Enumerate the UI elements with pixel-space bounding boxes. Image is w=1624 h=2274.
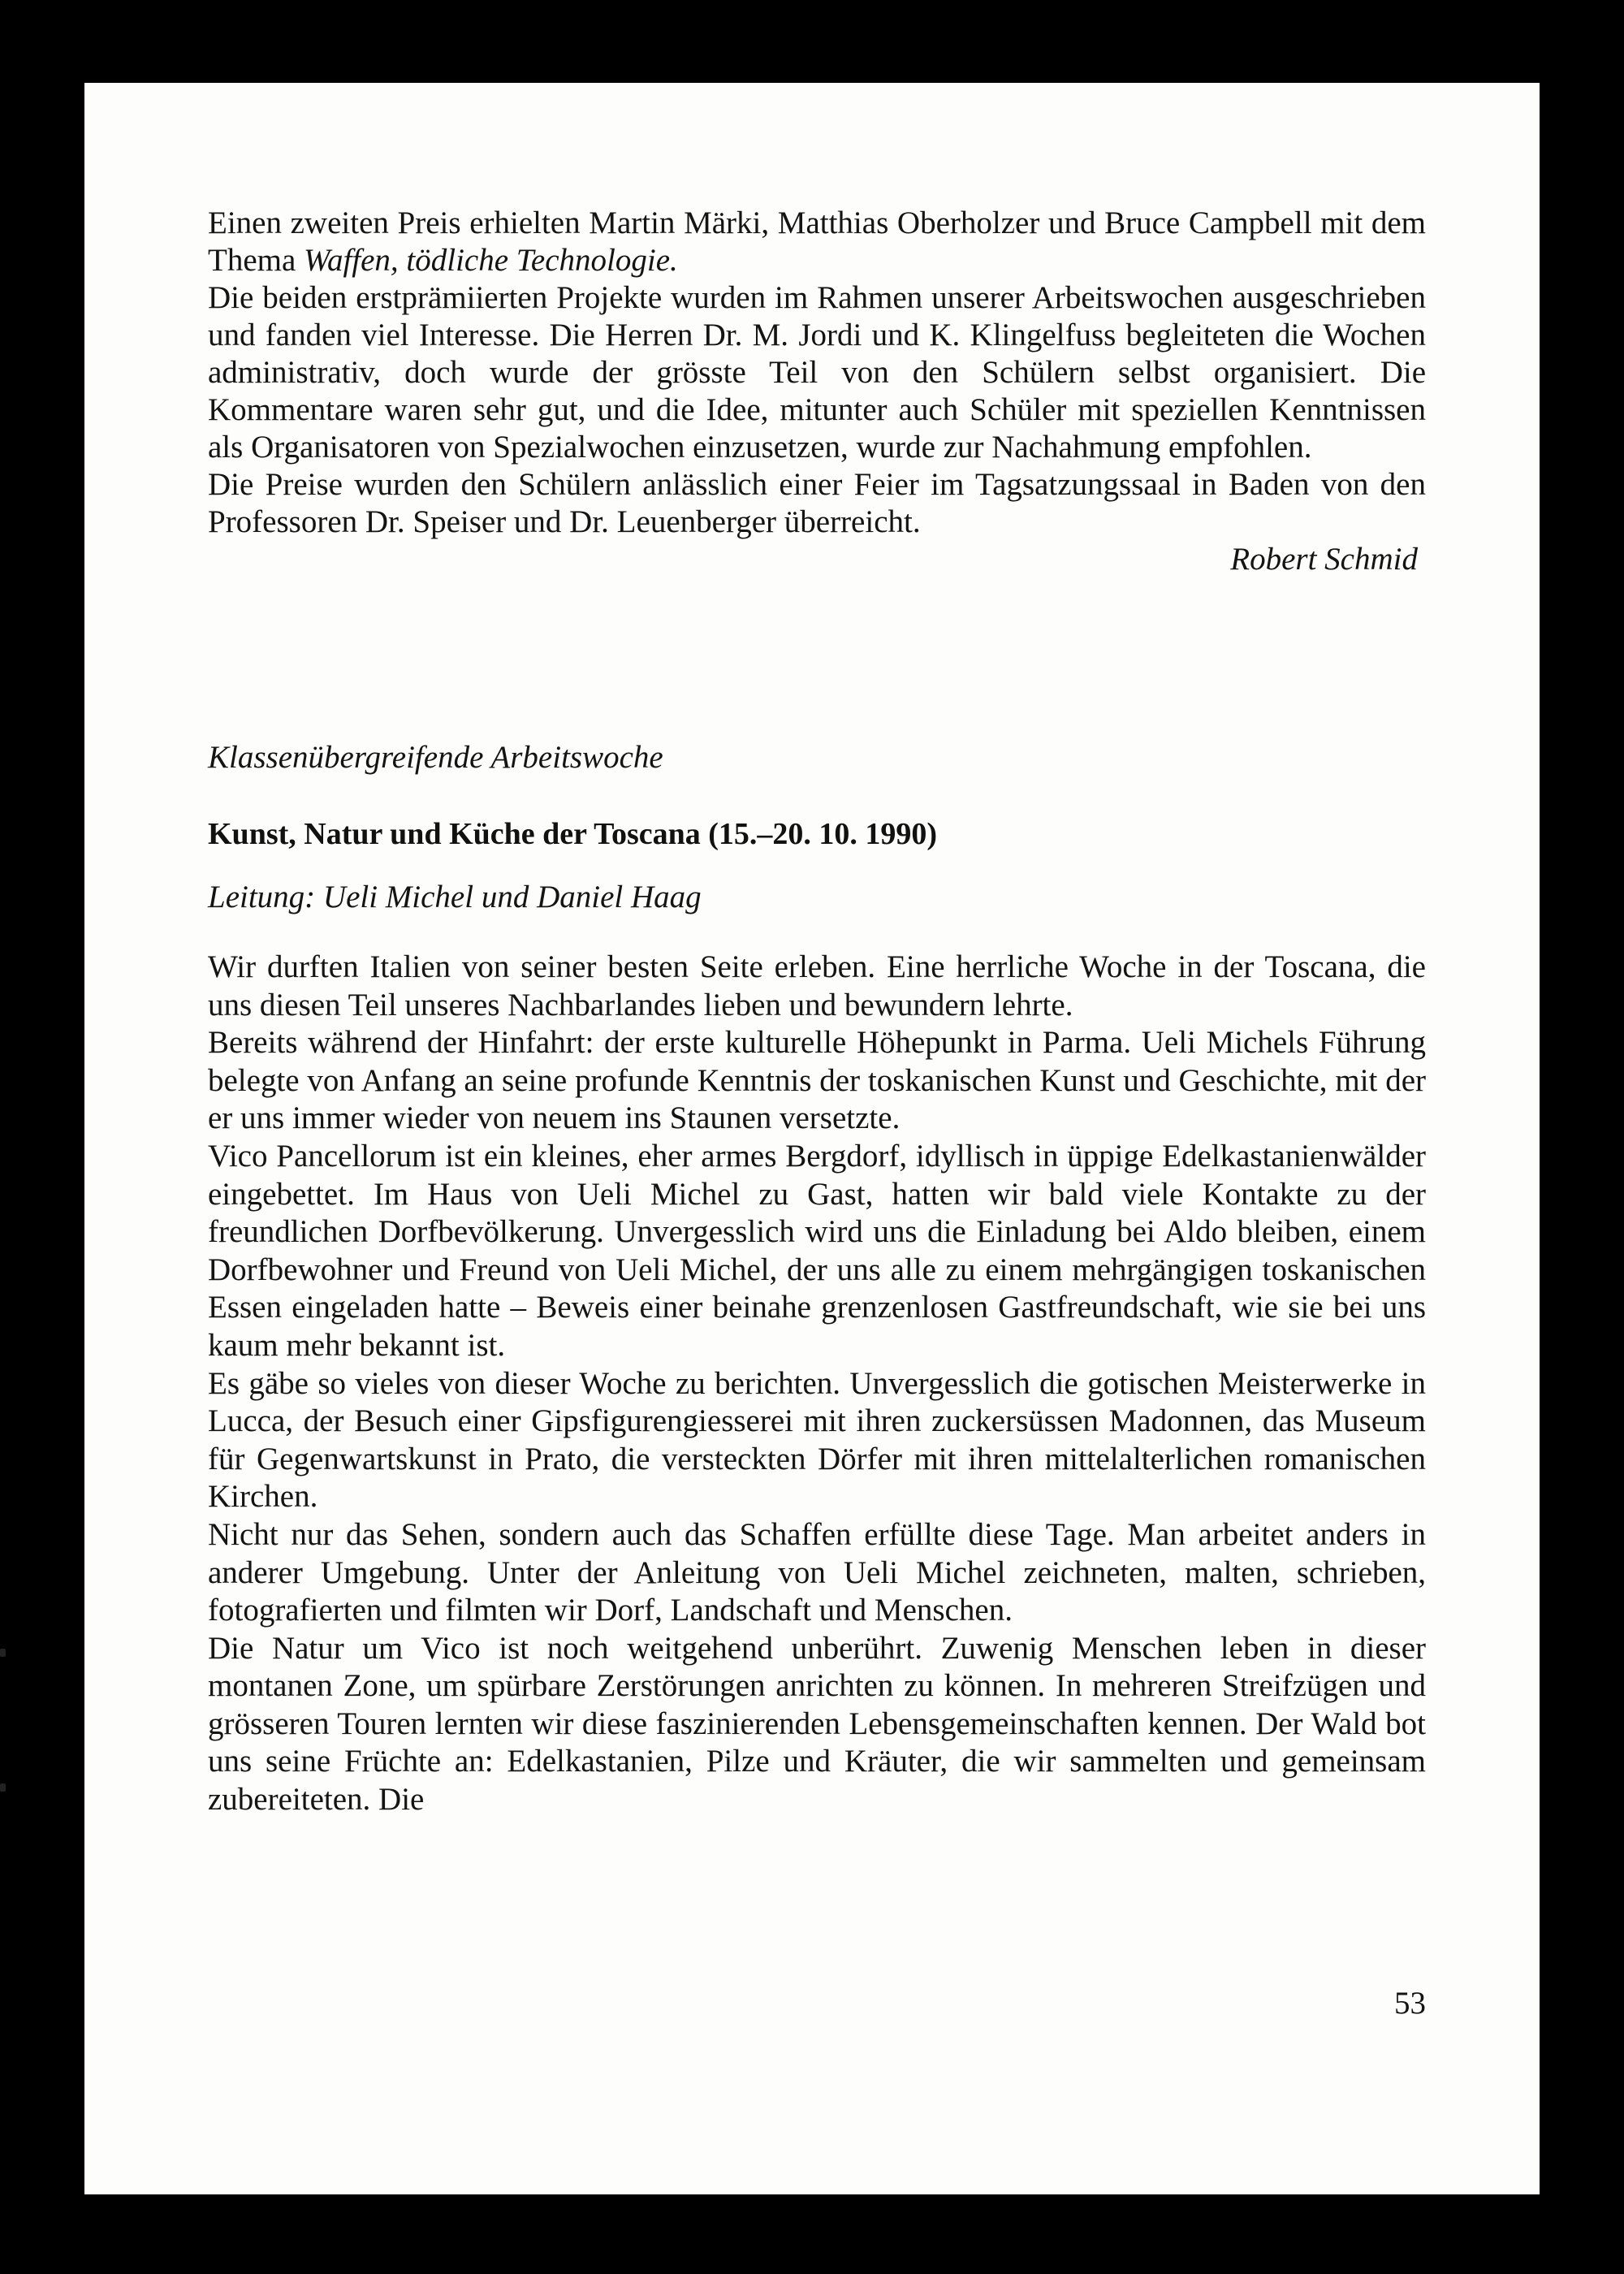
intro-paragraph-1-text: Einen zweiten Preis erhielten Martin Märki, Matthias Oberholzer und Bruce Campbell mit dem Thema bbox=[208, 205, 1426, 278]
scan-edge-mark bbox=[0, 1783, 6, 1792]
section-label: Klassenübergreifende Arbeitswoche bbox=[208, 740, 663, 775]
document-page bbox=[84, 83, 1540, 2194]
article-paragraph: Es gäbe so vieles von dieser Woche zu berichten. Unvergesslich die gotischen Meisterwerke in Lucca, der Besuch einer Gipsfigurengiesserei mit ihren zuckersüssen Madonnen, das Museum für Gegenwartskunst in Prato, die versteckten Dörfer mit ihren mittelalterlichen romanischen Kirchen. bbox=[208, 1365, 1426, 1515]
article-title: Kunst, Natur und Küche der Toscana (15.–20. 10. 1990) bbox=[208, 817, 938, 851]
intro-paragraph-1 bbox=[208, 205, 1426, 279]
author-signature: Robert Schmid bbox=[1230, 542, 1418, 577]
article-paragraph: Wir durften Italien von seiner besten Seite erleben. Eine herrliche Woche in der Toscana, die uns diesen Teil unseres Nachbarlandes lieben und bewundern lehrte. bbox=[208, 949, 1426, 1022]
article-paragraph: Die Natur um Vico ist noch weitgehend unberührt. Zuwenig Menschen leben in dieser montanen Zone, um spürbare Zerstörungen anrichten zu können. In mehreren Streifzügen und grösseren Touren lernten wir diese faszinierenden Lebensgemeinschaften kennen. Der Wald bot uns seine Früchte an: Edelkastanien, Pilze und Kräuter, die wir sammelten und gemeinsam zubereiteten. Die bbox=[208, 1630, 1426, 1818]
project-title-italic: Waffen, tödliche Technologie. bbox=[304, 243, 678, 278]
scan-edge-mark bbox=[0, 1649, 6, 1657]
page-number: 53 bbox=[1394, 1986, 1426, 2021]
article-leadership: Leitung: Ueli Michel und Daniel Haag bbox=[208, 880, 702, 914]
article-paragraph: Nicht nur das Sehen, sondern auch das Schaffen erfüllte diese Tage. Man arbeitet anders in anderer Umgebung. Unter der Anleitung von Ueli Michel zeichneten, malten, schrieben, fotografierten und filmten wir Dorf, Landschaft und Menschen. bbox=[208, 1516, 1426, 1628]
article-paragraph: Bereits während der Hinfahrt: der erste kulturelle Höhepunkt in Parma. Ueli Michels Führung belegte von Anfang an seine profunde Kenntnis der toskanischen Kunst und Geschichte, mit der er uns immer wieder von neuem ins Staunen versetzte. bbox=[208, 1025, 1426, 1136]
intro-paragraph-3: Die Preise wurden den Schülern anlässlich einer Feier im Tagsatzungssaal in Baden von den Professoren Dr. Speiser und Dr. Leuenberger überreicht. bbox=[208, 467, 1426, 539]
article-body bbox=[208, 949, 1426, 1819]
article-paragraph: Vico Pancellorum ist ein kleines, eher armes Bergdorf, idyllisch in üppige Edelkastanienwälder eingebettet. Im Haus von Ueli Michel zu Gast, hatten wir bald viele Kontakte zu der freundlichen Dorfbevölkerung. Unvergesslich wird uns die Einladung bei Aldo bleiben, einem Dorfbewohner und Freund von Ueli Michel, der uns alle zu einem mehrgängigen toskanischen Essen eingeladen hatte – Beweis einer beinahe grenzenlosen Gastfreundschaft, wie sie bei uns kaum mehr bekannt ist. bbox=[208, 1138, 1426, 1363]
intro-text-block bbox=[208, 205, 1426, 578]
intro-paragraph-2: Die beiden erstprämiierten Projekte wurden im Rahmen unserer Arbeitswochen ausgeschrieben und fanden viel Interesse. Die Herren Dr. M. Jordi und K. Klingelfuss begleiteten die Wochen administrativ, doch wurde der grösste Teil von den Schülern selbst organisiert. Die Kommentare waren sehr gut, und die Idee, mitunter auch Schüler mit speziellen Kenntnissen als Organisatoren von Spezialwochen einzusetzen, wurde zur Nachahmung empfohlen. bbox=[208, 280, 1426, 465]
